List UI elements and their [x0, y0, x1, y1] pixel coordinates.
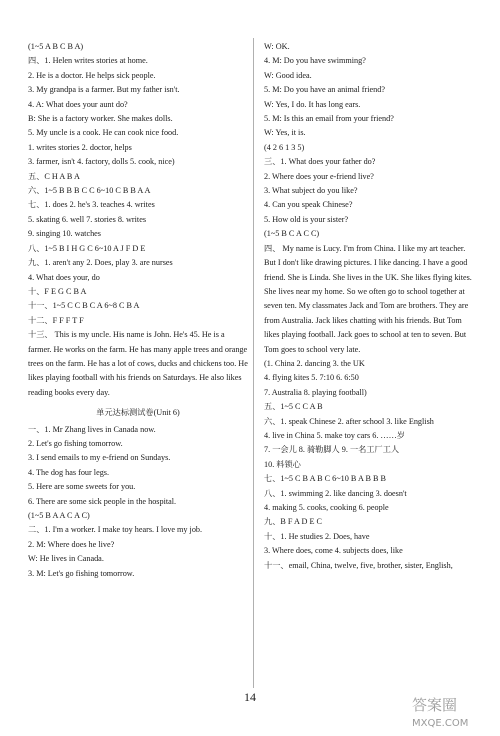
watermark-logo — [408, 692, 492, 732]
left-column — [28, 40, 248, 581]
answer-line: 7. Australia 8. playing football) — [264, 387, 367, 397]
answer-line: 5. M: Do you have an animal friend? — [264, 85, 385, 95]
answer-line: W: Good idea. — [264, 70, 312, 80]
svg-text:答案圈: 答案圈 — [412, 696, 458, 714]
answer-line: 5. skating 6. well 7. stories 8. writes — [28, 214, 147, 224]
answer-line: 三、1. What does your father do? — [264, 157, 376, 167]
answer-line: 6. There are some sick people in the hospital. — [28, 496, 177, 506]
answer-line: 7. 一会儿 8. 骑勒脚人 9. 一名工厂工人 — [264, 445, 400, 455]
answer-line: 3. My grandpa is a farmer. But my father isn't. — [28, 85, 180, 95]
answer-line: (1~5 A B C B A) — [28, 42, 84, 51]
answer-line: (4 2 6 1 3 5) — [264, 142, 305, 152]
answer-line: (1~5 B C A C C) — [264, 229, 320, 239]
answer-line: 六、1. speak Chinese 2. after school 3. like English — [264, 416, 434, 426]
answer-line: 5. Here are some sweets for you. — [28, 482, 136, 492]
answer-line: 2. He is a doctor. He helps sick people. — [28, 70, 156, 80]
answer-line: W: Yes, it is. — [264, 128, 306, 138]
answer-line: 十、F E G C B A — [28, 286, 87, 296]
answer-line: 2. M: Where does he live? — [28, 539, 115, 549]
answer-line: 九、B F A D E C — [264, 517, 323, 527]
answer-line: 5. My uncle is a cook. He can cook nice food. — [28, 128, 179, 138]
answer-line: (1. China 2. dancing 3. the UK — [264, 358, 365, 368]
answer-line: W: OK. — [264, 42, 290, 51]
answer-line: 九、1. aren't any 2. Does, play 3. are nurses — [28, 258, 173, 268]
answer-line: 4. making 5. cooks, cooking 6. people — [264, 503, 389, 512]
answer-line: 二、1. I'm a worker. I make toy hears. I love my job. — [28, 525, 203, 535]
answer-line: 3. What subject do you like? — [264, 186, 358, 196]
answer-line: W: He lives in Canada. — [28, 554, 104, 564]
answer-line: 4. M: Do you have swimming? — [264, 56, 366, 66]
answer-line: 七、1. does 2. he's 3. teaches 4. writes — [28, 200, 155, 210]
column-divider — [253, 38, 254, 688]
answer-line: 5. M: Is this an email from your friend? — [264, 114, 394, 124]
answer-line: 4. Can you speak Chinese? — [264, 200, 353, 210]
answer-line: 1. writes stories 2. doctor, helps — [28, 142, 132, 152]
answer-line: B: She is a factory worker. She makes dolls. — [28, 114, 173, 124]
answer-line: 十一、1~5 C C B C A 6~8 C B A — [28, 301, 140, 311]
unit-test-title: 单元达标测试卷(Unit 6) — [96, 408, 180, 418]
answer-line: 4. What does your, do — [28, 272, 100, 282]
answer-line: 3. Where does, come 4. subjects does, like — [264, 546, 403, 556]
answer-line: 4. flying kites 5. 7:10 6. 6:50 — [264, 373, 359, 383]
svg-text:MXQE.COM: MXQE.COM — [412, 718, 469, 729]
answer-line: 5. How old is your sister? — [264, 214, 349, 224]
answer-line: 五、1~5 C C A B — [264, 402, 323, 412]
answer-line: 2. Let's go fishing tomorrow. — [28, 438, 123, 448]
answer-line: 十一、email, China, twelve, five, brother, sister, English, — [264, 560, 453, 570]
answer-line: 9. singing 10. watches — [28, 229, 101, 239]
page-number: 14 — [244, 690, 256, 704]
answer-line: 4. A: What does your aunt do? — [28, 99, 128, 109]
answer-line: 一、1. Mr Zhang lives in Canada now. — [28, 424, 156, 434]
answer-line: 十二、F F F T F — [28, 315, 84, 325]
answer-line: 3. M: Let's go fishing tomorrow. — [28, 568, 135, 578]
answer-line: W: Yes, I do. It has long ears. — [264, 99, 361, 109]
right-column — [264, 40, 476, 573]
passage-paragraph: 十三、 This is my uncle. His name is John. He's 45. He is a farmer. He works on the farm. He has many apple trees and orange trees on the farm. He has a lot of cows, ducks and chickens too. He likes playing football with his friends on Saturdays. He also likes reading books every day. — [28, 330, 248, 397]
answer-line: (1~5 B A A C A C) — [28, 511, 90, 520]
answer-line: 六、1~5 B B B C C 6~10 C B B A A — [28, 186, 151, 196]
answer-line: 十、1. He studies 2. Does, have — [264, 531, 370, 541]
answer-line: 3. farmer, isn't 4. factory, dolls 5. cook, nice) — [28, 157, 175, 167]
answer-line: 八、1. swimming 2. like dancing 3. doesn't — [264, 488, 407, 498]
answer-line: 七、1~5 C B A B C 6~10 B A B B B — [264, 474, 386, 484]
answer-line: 4. The dog has four legs. — [28, 467, 110, 477]
answer-line: 五、C H A B A — [28, 171, 80, 181]
answer-line: 2. Where does your e-friend live? — [264, 171, 374, 181]
answer-line: 3. I send emails to my e-friend on Sundays. — [28, 453, 171, 463]
answer-line: 4. live in China 5. make toy cars 6. ……岁 — [264, 430, 405, 440]
answer-line: 八、1~5 B I H G C 6~10 A J F D E — [28, 243, 146, 253]
answer-line: 四、1. Helen writes stories at home. — [28, 56, 148, 66]
passage-paragraph: 四、 My name is Lucy. I'm from China. I like my art teacher. But I don't like drawing pictures. I like dancing. I have a good friend. She is Linda. She lives in the UK. She likes flying kites. She lives near my home. So we often go to school together at seven ten. My classmates Jack and Tom are brothers. They are from Australia. Jack likes chatting with his friends. But Tom likes playing football. Jack goes to school at ten to seven. But Tom goes to school very late. — [264, 243, 472, 354]
answer-line: 10. 料锁心 — [264, 459, 301, 469]
